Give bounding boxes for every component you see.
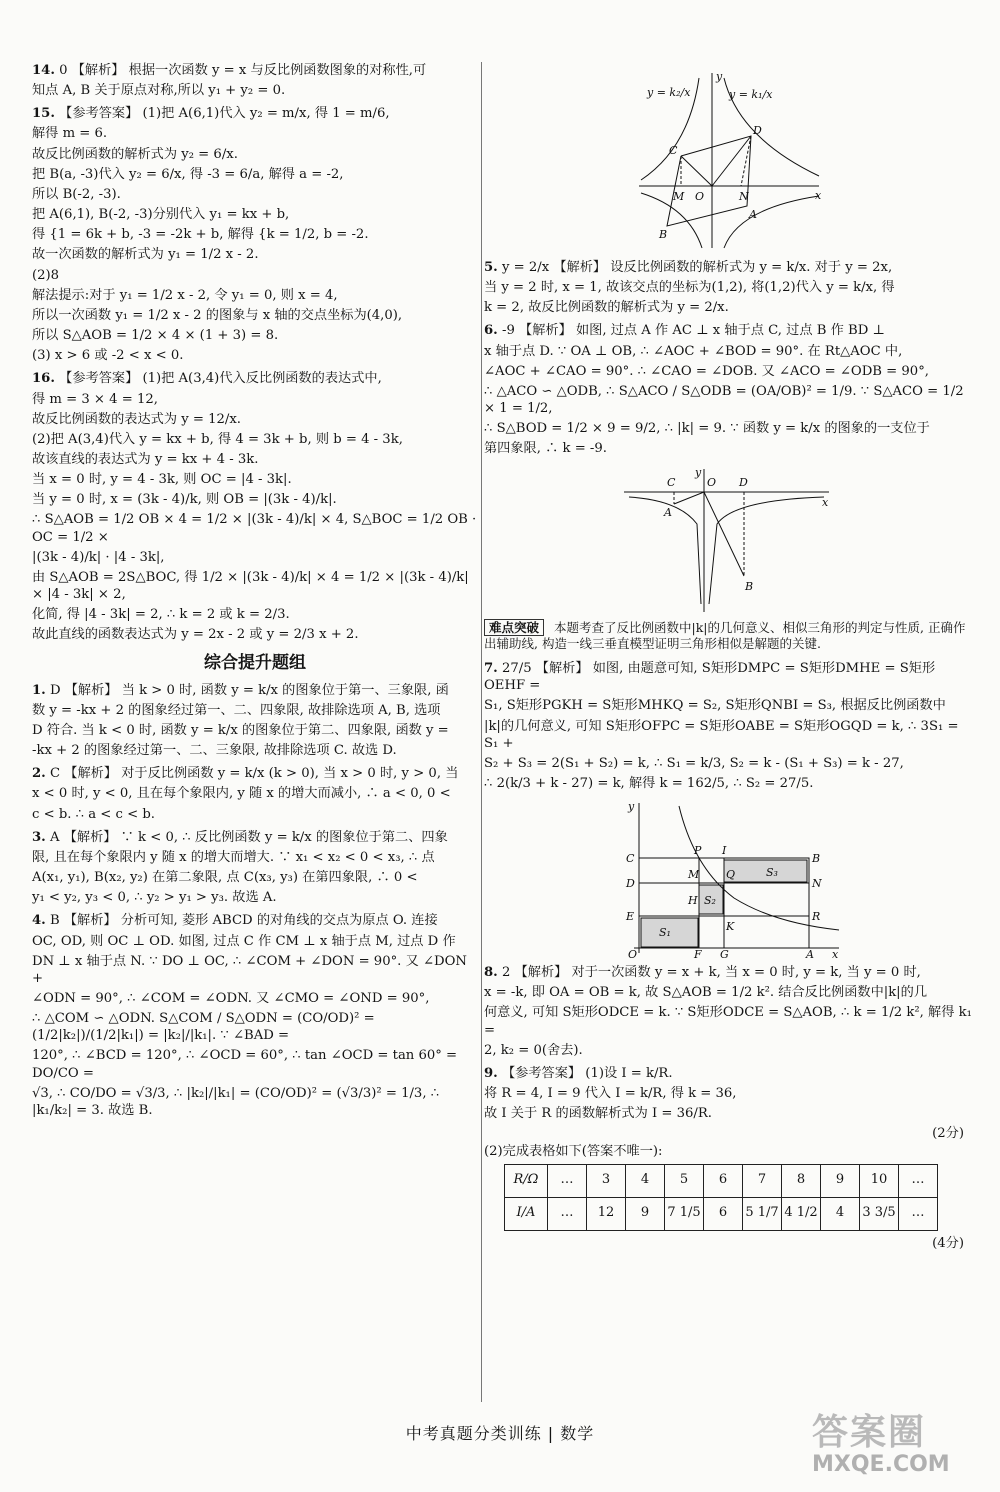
score-mark: (2分) (932, 1126, 964, 1142)
question-number: 3. (32, 829, 46, 845)
label-g: G (720, 948, 729, 959)
table-cell: … (899, 1197, 938, 1230)
solution-text: 0 【解析】 根据一次函数 y = x 与反比例函数图象的对称性,可 (59, 63, 427, 78)
label-a: A (806, 948, 814, 959)
label-d: D (753, 124, 762, 137)
resistance-current-table (504, 1164, 938, 1231)
solution-text: (2)把 A(3,4)代入 y = kx + b, 得 4 = 3k + b, 则 b = 4 - 3k, (32, 431, 403, 447)
solution-text: 当 y = 2 时, x = 1, 故该交点的坐标为(1,2), 将(1,2)代入 y = k/x, 得 (484, 280, 895, 296)
solution-text: 当 x = 0 时, y = 4 - 3k, 则 OC = |4 - 3k|. (32, 472, 292, 488)
solution-text: 由 S△AOB = 2S△BOC, 得 1/2 × |(3k - 4)/k| × 4 = 1/2 × |(3k - 4)/k| × |4 - 3k| × 2, (32, 569, 469, 603)
label-x-axis: x (832, 948, 839, 959)
question-number: 4. (32, 913, 46, 929)
label-o: O (628, 948, 638, 959)
label-s1: S₁ (659, 926, 671, 940)
table-cell: 9 (626, 1197, 665, 1230)
label-f: F (694, 948, 702, 959)
table-cell: 3 (587, 1164, 626, 1197)
question-s4 (32, 912, 478, 1119)
label-b: B (812, 852, 821, 866)
solution-text: 把 B(a, -3)代入 y₂ = 6/x, 得 -3 = 6/a, 解得 a = -2, (32, 166, 344, 182)
label-y-k2: y = k₂/x (647, 86, 691, 99)
solution-text: 何意义, 可知 S矩形ODCE = k. ∵ S矩形ODCE = S△AOB, ∴ k = 1/2 k², 解得 k₁ = (484, 1005, 972, 1038)
table-row (505, 1164, 938, 1197)
solution-text: 得 {1 = 6k + b, -3 = -2k + b, 解得 {k = 1/2, b = -2. (32, 227, 369, 243)
solution-text: x = -k, 即 OA = OB = k, 故 S△AOB = 1/2 k². 结合反比例函数中|k|的几 (484, 985, 928, 1001)
segment-oc (681, 156, 712, 186)
solution-text: 得 m = 3 × 4 = 12, (32, 391, 158, 407)
table-cell: 8 (782, 1164, 821, 1197)
solution-text: k = 2, 故反比例函数的解析式为 y = 2/x. (484, 300, 729, 316)
note-tag: 难点突破 (484, 619, 544, 636)
solution-text: 所以 S△AOB = 1/2 × 4 × (1 + 3) = 8. (32, 328, 279, 344)
label-a: A (749, 208, 757, 221)
hyperbola-k2-q4 (724, 196, 819, 248)
solution-text: A 【解析】 ∵ k < 0, ∴ 反比例函数 y = k/x 的图象位于第二、四象 (49, 829, 448, 845)
solution-text: 所以 B(-2, -3). (32, 186, 121, 202)
row-header-i: I/A (505, 1197, 548, 1230)
solution-text: ∴ 2(k/3 + k - 27) = k, 解得 k = 162/5, ∴ S₂ = 27/5. (484, 776, 814, 791)
label-a: A (664, 505, 672, 519)
table-cell: 4 (626, 1164, 665, 1197)
solution-text: 数 y = -kx + 2 的图象经过第一、二、四象限, 故排除选项 A, B, 选项 (32, 702, 441, 718)
row-header-r: R/Ω (505, 1164, 548, 1197)
solution-text: 限, 且在每个象限内 y 随 x 的增大而增大. ∵ x₁ < x₂ < 0 < x₃, ∴ 点 (32, 849, 435, 865)
label-y-axis: y (628, 800, 635, 814)
solution-text: c < b. ∴ a < c < b. (32, 806, 155, 822)
label-n: N (812, 877, 822, 891)
question-number: 2. (32, 766, 46, 782)
label-n: N (739, 190, 749, 203)
table-intro: (2)完成表格如下(答案不唯一): (484, 1143, 663, 1159)
rhombus-hyperbola-figure (629, 68, 829, 253)
solution-text: S₂ + S₃ = 2(S₁ + S₂) = k, ∴ S₁ = k/3, S₂ = k - (S₁ + S₃) = k - 27, (484, 755, 904, 771)
solution-text: 120°, ∴ ∠BCD = 120°, ∴ ∠OCD = 60°, ∴ tan ∠OCD = tan 60° = DO/CO = (32, 1048, 458, 1081)
solution-text: y₁ < y₂, y₃ < 0, ∴ y₂ > y₁ > y₃. 故选 A. (32, 890, 277, 906)
table-cell: 10 (860, 1164, 899, 1197)
question-number: 8. (484, 965, 498, 981)
solution-text: 所以一次函数 y₁ = 1/2 x - 2 的图象与 x 轴的交点坐标为(4,0), (32, 307, 403, 323)
question-8 (484, 964, 974, 1059)
label-c: C (626, 852, 635, 866)
right-column (484, 62, 974, 1258)
solution-text: (3) x > 6 或 -2 < x < 0. (32, 348, 184, 364)
watermark-logo (812, 1410, 982, 1482)
label-m: M (673, 190, 685, 203)
solution-text: ∠ODN = 90°, ∴ ∠COM = ∠ODN. 又 ∠CMO = ∠OND = 90°, (32, 990, 430, 1006)
solution-text: ∴ S△BOD = 1/2 × 9 = 9/2, ∴ |k| = 9. ∵ 函数 y = k/x 的图象的一支位于 (484, 421, 930, 437)
question-9 (484, 1065, 974, 1252)
question-number: 15. (32, 106, 55, 122)
table-cell: 7 (743, 1164, 782, 1197)
solution-text: -9 【解析】 如图, 过点 A 作 AC ⊥ x 轴于点 C, 过点 B 作 BD ⊥ (501, 323, 885, 339)
solution-text: 知点 A, B 关于原点对称,所以 y₁ + y₂ = 0. (32, 83, 286, 99)
table-cell: 6 (704, 1197, 743, 1230)
solution-text: B 【解析】 分析可知, 菱形 ABCD 的对角线的交点为原点 O. 连接 (49, 913, 438, 929)
question-number: 9. (484, 1065, 498, 1081)
perpendicular-triangle-figure (619, 464, 839, 614)
table-cell: … (548, 1197, 587, 1230)
solution-text: 【参考答案】 (1)把 A(6,1)代入 y₂ = m/x, 得 1 = m/6, (59, 106, 390, 122)
rectangles-hyperbola-figure (614, 798, 844, 958)
solution-text: DN ⊥ x 轴于点 N. ∵ DO ⊥ OC, ∴ ∠COM + ∠DON = 90°. 又 ∠DON + (32, 953, 467, 986)
question-7 (484, 660, 974, 792)
watermark-url: MXQE.COM (812, 1451, 950, 1477)
solution-text: |(3k - 4)/k| · |4 - 3k|, (32, 549, 165, 565)
table-cell: … (548, 1164, 587, 1197)
question-number: 5. (484, 260, 498, 275)
label-m: M (688, 868, 700, 882)
label-s3: S₃ (766, 866, 778, 880)
table-cell: 3 3/5 (860, 1197, 899, 1230)
watermark-text: 答案圈 (812, 1412, 927, 1453)
question-15 (32, 105, 478, 364)
question-number: 16. (32, 371, 55, 387)
solution-text: 将 R = 4, I = 9 代入 I = k/R, 得 k = 36, (484, 1086, 737, 1102)
solution-text: ∴ S△AOB = 1/2 OB × 4 = 1/2 × |(3k - 4)/k| × 4, S△BOC = 1/2 OB · OC = 1/2 × (32, 512, 477, 545)
question-14 (32, 62, 478, 99)
solution-text: 2, k₂ = 0(舍去). (484, 1042, 583, 1058)
label-i: I (722, 844, 727, 858)
solution-text: -kx + 2 的图象经过第一、二、三象限, 故排除选项 C. 故选 D. (32, 743, 397, 759)
solution-text: D 【解析】 当 k > 0 时, 函数 y = k/x 的图象位于第一、三象限, 函 (49, 682, 449, 698)
table-cell: 5 1/7 (743, 1197, 782, 1230)
label-h: H (688, 894, 698, 908)
label-d: D (626, 877, 635, 891)
table-cell: 12 (587, 1197, 626, 1230)
question-number: 7. (484, 661, 498, 677)
question-number: 6. (484, 323, 498, 339)
solution-text: 当 y = 0 时, x = (3k - 4)/k, 则 OB = |(3k - 4)/k|. (32, 492, 337, 508)
label-y-k1: y = k₁/x (729, 88, 773, 101)
solution-text: 2 【解析】 对于一次函数 y = x + k, 当 x = 0 时, y = k, 当 y = 0 时, (501, 965, 921, 981)
table-cell: 5 (665, 1164, 704, 1197)
question-s1 (32, 682, 478, 760)
solution-text: y = 2/x 【解析】 设反比例函数的解析式为 y = k/x. 对于 y = 2x, (501, 260, 893, 275)
solution-text: 故此直线的函数表达式为 y = 2x - 2 或 y = 2/3 x + 2. (32, 627, 359, 643)
section-title: 综合提升题组 (204, 652, 306, 673)
question-16 (32, 370, 478, 643)
solution-text: 故该直线的表达式为 y = kx + 4 - 3k. (32, 451, 259, 467)
solution-text: 27/5 【解析】 如图, 由题意可知, S矩形DMPC = S矩形DMHE = S矩形OEHF = (484, 661, 936, 694)
question-6 (484, 322, 974, 457)
label-b: B (745, 579, 754, 593)
note-text: 本题考查了反比例函数中|k|的几何意义、相似三角形的判定与性质, 正确作出辅助线, 构造一线三垂直模型证明三角形相似是解题的关键. (484, 619, 966, 651)
label-o: O (707, 475, 717, 489)
hyperbola-branch-right (709, 497, 824, 604)
solution-text: S₁, S矩形PGKH = S矩形MHKQ = S₂, S矩形QNBI = S₃, 根据反比例函数中 (484, 698, 946, 714)
segment-od (712, 136, 751, 186)
label-b: B (659, 228, 668, 241)
label-o: O (695, 190, 705, 203)
solution-text: C 【解析】 对于反比例函数 y = k/x (k > 0), 当 x > 0 时, y > 0, 当 (49, 766, 459, 782)
solution-text: √3, ∴ CO/DO = √3/3, ∴ |k₂|/|k₁| = (CO/OD)² = (√3/3)² = 1/3, ∴ |k₁/k₂| = 3. 故选 B. (32, 1085, 440, 1118)
solution-text: 【参考答案】 (1)设 I = k/R. (501, 1065, 673, 1081)
question-s3 (32, 829, 478, 907)
label-c: C (667, 475, 676, 489)
label-x-axis: x (815, 189, 822, 202)
label-d: D (739, 475, 748, 489)
question-number: 14. (32, 63, 55, 78)
label-y-axis: y (716, 70, 723, 83)
solution-text: 故反比例函数的表达式为 y = 12/x. (32, 411, 241, 427)
solution-text: 故反比例函数的解析式为 y₂ = 6/x. (32, 146, 238, 162)
solution-text: |k|的几何意义, 可知 S矩形OFPC = S矩形OABE = S矩形OGQD = k, ∴ 3S₁ = S₁ + (484, 718, 959, 751)
solution-text: 解法提示:对于 y₁ = 1/2 x - 2, 令 y₁ = 0, 则 x = 4, (32, 287, 338, 303)
table-cell: 9 (821, 1164, 860, 1197)
table-cell: 4 1/2 (782, 1197, 821, 1230)
table-cell: 7 1/5 (665, 1197, 704, 1230)
solution-text: ∴ △COM ∽ △ODN. S△COM / S△ODN = (CO/OD)² = (1/2|k₂|)/(1/2|k₁|) = |k₂|/|k₁|. ∵ ∠BAD = (32, 1011, 375, 1044)
label-r: R (812, 910, 821, 924)
column-divider (481, 62, 482, 1402)
solution-text: 【参考答案】 (1)把 A(3,4)代入反比例函数的表达式中, (59, 371, 382, 387)
question-5 (484, 259, 974, 316)
segments-ao-ob (674, 492, 744, 576)
page-footer: 中考真题分类训练 | 数学 (405, 1424, 595, 1443)
label-e: E (626, 910, 635, 924)
difficulty-note (484, 620, 974, 653)
label-s2: S₂ (704, 894, 716, 908)
solution-text: x < 0 时, y < 0, 且在每个象限内, y 随 x 的增大而减小, ∴ a < 0, 0 < (32, 786, 451, 802)
table-row (505, 1197, 938, 1230)
question-number: 1. (32, 682, 46, 698)
solution-text: A(x₁, y₁), B(x₂, y₂) 在第二象限, 点 C(x₃, y₃) 在第四象限, ∴ 0 < (32, 870, 418, 886)
solution-text: 把 A(6,1), B(-2, -3)分别代入 y₁ = kx + b, (32, 207, 290, 223)
table-cell: 4 (821, 1197, 860, 1230)
solution-text: 故 I 关于 R 的函数解析式为 I = 36/R. (484, 1106, 712, 1122)
solution-text: (2)8 (32, 267, 60, 283)
score-mark: (4分) (932, 1235, 964, 1251)
question-s2 (32, 765, 478, 822)
left-column (32, 62, 478, 1125)
solution-text: 第四象限, ∴ k = -9. (484, 441, 607, 457)
label-q: Q (726, 868, 736, 882)
label-x-axis: x (822, 495, 829, 509)
table-cell: 6 (704, 1164, 743, 1197)
solution-text: 化简, 得 |4 - 3k| = 2, ∴ k = 2 或 k = 2/3. (32, 607, 290, 623)
solution-text: 故一次函数的解析式为 y₁ = 1/2 x - 2. (32, 247, 259, 263)
label-c: C (669, 144, 678, 157)
label-p: P (694, 844, 702, 858)
solution-text: 解得 m = 6. (32, 126, 108, 142)
table-cell: … (899, 1164, 938, 1197)
solution-text: OC, OD, 则 OC ⊥ OD. 如图, 过点 C 作 CM ⊥ x 轴于点 M, 过点 D 作 (32, 933, 456, 949)
label-y-axis: y (695, 465, 702, 479)
solution-text: D 符合. 当 k < 0 时, 函数 y = k/x 的图象位于第二、四象限, 函数 y = (32, 722, 449, 738)
solution-text: ∴ △ACO ∽ △ODB, ∴ S△ACO / S△ODB = (OA/OB)² = 1/9. ∵ S△ACO = 1/2 × 1 = 1/2, (484, 383, 964, 417)
solution-text: x 轴于点 D. ∵ OA ⊥ OB, ∴ ∠AOC + ∠BOD = 90°. 在 Rt△AOC 中, (484, 343, 903, 359)
rhombus-abcd (667, 136, 751, 226)
solution-text: ∠AOC + ∠CAO = 90°. ∴ ∠CAO = ∠DOB. 又 ∠ACO = ∠ODB = 90°, (484, 363, 929, 379)
label-k: K (726, 920, 735, 934)
